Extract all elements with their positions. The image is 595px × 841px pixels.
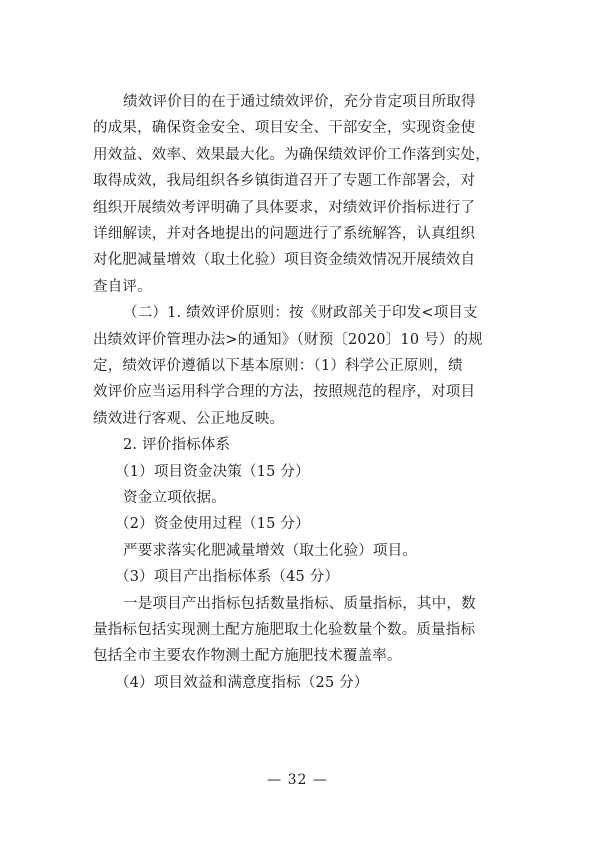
body-line: 取得成效，我局组织各乡镇街道召开了专题工作部署会，对 bbox=[93, 173, 476, 190]
sub-heading: （1）项目资金决策（15 分） bbox=[115, 463, 310, 480]
sub-heading: （4）项目效益和满意度指标（25 分） bbox=[115, 674, 369, 691]
body-line: 绩效评价目的在于通过绩效评价，充分肯定项目所取得 bbox=[123, 94, 476, 110]
body-line: 效评价应当运用科学合理的方法，按照规范的程序，对项目 bbox=[93, 384, 476, 401]
body-line: 一是项目产出指标包括数量指标、质量指标，其中，数 bbox=[123, 595, 476, 612]
body-line: 组织开展绩效考评明确了具体要求，对绩效评价指标进行了 bbox=[93, 199, 476, 216]
sub-heading: （2）资金使用过程（15 分） bbox=[115, 516, 310, 533]
body-line: 对化肥减量增效（取土化验）项目资金绩效情况开展绩效自 bbox=[93, 252, 476, 269]
body-line: 出绩效评价管理办法>的通知》（财预〔2020〕10 号）的规 bbox=[93, 331, 483, 348]
body-line: （二）1. 绩效评价原则：按《财政部关于印发<项目支 bbox=[123, 305, 478, 322]
body-line: 查自评。 bbox=[93, 278, 152, 295]
sub-heading: （3）项目产出指标体系（45 分） bbox=[115, 569, 340, 586]
section-heading: 2. 评价指标体系 bbox=[123, 437, 231, 454]
body-line: 定，绩效评价遵循以下基本原则：（1）科学公正原则，绩 bbox=[93, 358, 463, 374]
body-line: 严要求落实化肥减量增效（取土化验）项目。 bbox=[123, 542, 417, 559]
body-line: 用效益、效率、效果最大化。为确保绩效评价工作落到实处， bbox=[93, 146, 490, 163]
body-line: 资金立项依据。 bbox=[123, 490, 226, 506]
body-line: 的成果，确保资金安全、项目安全、干部安全，实现资金使 bbox=[93, 120, 476, 137]
body-line: 包括全市主要农作物测土配方施肥技术覆盖率。 bbox=[93, 648, 402, 665]
page-number: — 32 — bbox=[267, 772, 328, 788]
body-line: 绩效进行客观、公正地反映。 bbox=[93, 410, 285, 427]
body-line: 量指标包括实现测土配方施肥取土化验数量个数。质量指标 bbox=[93, 622, 476, 638]
body-line: 详细解读，并对各地提出的问题进行了系统解答，认真组织 bbox=[93, 226, 476, 242]
